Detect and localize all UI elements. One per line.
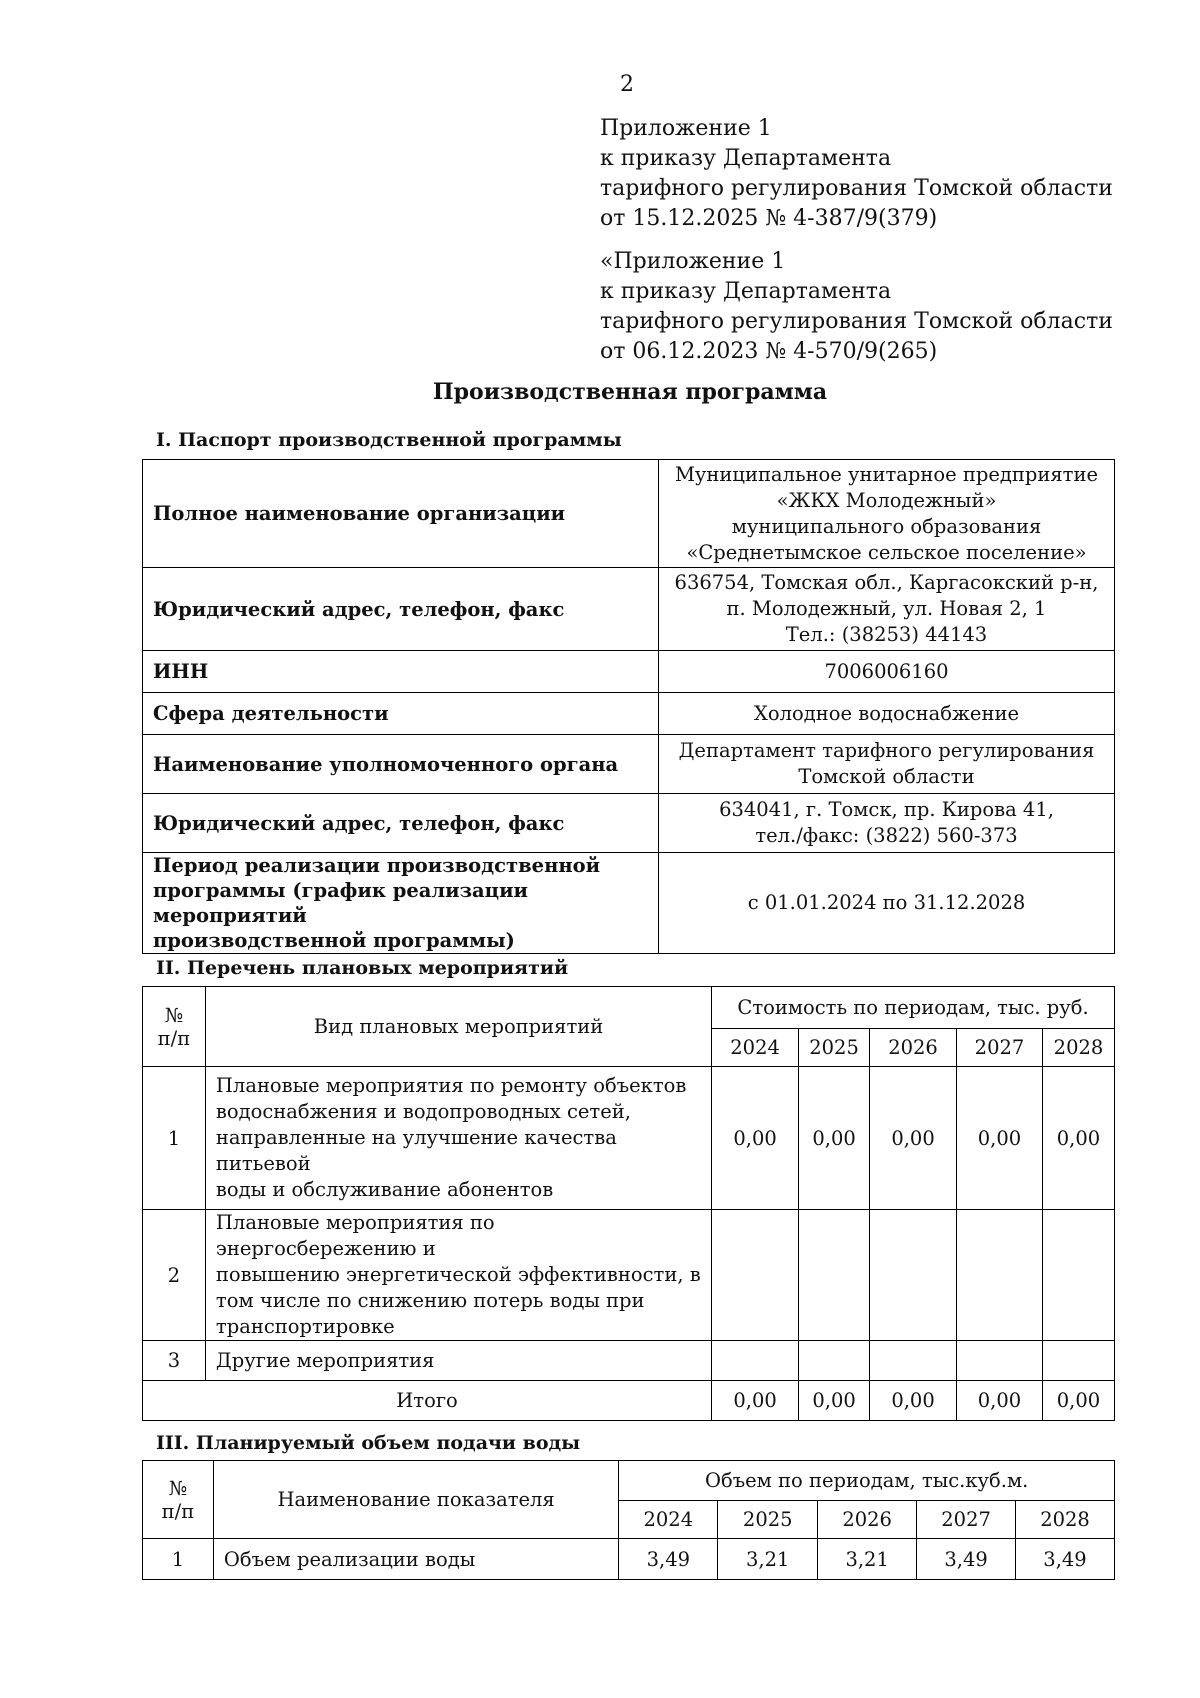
value-line: Муниципальное унитарное предприятие — [674, 462, 1099, 486]
section-3-heading: III. Планируемый объем подачи воды — [156, 1432, 581, 1454]
passport-value — [659, 735, 1115, 794]
desc-line: том числе по снижению потерь воды при — [215, 1289, 645, 1312]
col-number-header — [143, 987, 206, 1067]
appendix-line: Приложение 1 — [600, 116, 772, 141]
col-name-header: Наименование показателя — [213, 1461, 618, 1539]
header-row — [143, 987, 1115, 1029]
col-volume-header: Объем по периодам, тыс.куб.м. — [619, 1461, 1115, 1501]
label-line: программы (график реализации мероприятий — [153, 879, 529, 927]
cost-cell — [799, 1341, 870, 1381]
cost-cell — [712, 1210, 799, 1341]
col-type-header: Вид плановых мероприятий — [205, 987, 711, 1067]
passport-table — [142, 459, 1115, 954]
value-line: Департамент тарифного регулирования — [678, 739, 1095, 762]
appendix-line: от 06.12.2023 № 4-570/9(265) — [600, 339, 938, 364]
year-header: 2026 — [870, 1029, 957, 1067]
value-line: 636754, Томская обл., Каргасокский р-н, — [674, 571, 1099, 594]
desc-line: транспортировке — [215, 1315, 395, 1338]
total-cell: 0,00 — [799, 1381, 870, 1421]
cost-cell — [870, 1210, 957, 1341]
year-header: 2024 — [712, 1029, 799, 1067]
passport-row — [143, 853, 1115, 954]
cost-cell — [1042, 1210, 1114, 1341]
year-header: 2024 — [619, 1501, 718, 1539]
volume-cell: 3,49 — [917, 1539, 1016, 1580]
section-1-heading: I. Паспорт производственной программы — [156, 429, 622, 451]
cost-cell: 0,00 — [799, 1067, 870, 1210]
desc-line: Другие мероприятия — [215, 1348, 435, 1372]
value-line: муниципального образования — [731, 514, 1042, 538]
desc-line: Плановые мероприятия по энергосбережению и — [215, 1211, 495, 1260]
appendix-line: тарифного регулирования Томской области — [600, 176, 1113, 201]
table-row — [143, 1539, 1115, 1580]
cost-cell — [1042, 1341, 1114, 1381]
cost-cell — [957, 1341, 1043, 1381]
section-2-heading: II. Перечень плановых мероприятий — [156, 957, 569, 979]
value-line: п. Молодежный, ул. Новая 2, 1 — [726, 597, 1047, 620]
cost-cell: 0,00 — [870, 1067, 957, 1210]
volume-cell: 3,49 — [1016, 1539, 1115, 1580]
row-number: 2 — [143, 1210, 206, 1341]
passport-row — [143, 693, 1115, 735]
desc-line: повышению энергетической эффективности, в — [215, 1263, 701, 1286]
value-line: 634041, г. Томск, пр. Кирова 41, — [719, 798, 1054, 821]
passport-label: Юридический адрес, телефон, факс — [143, 794, 659, 853]
header-line: № — [168, 1476, 188, 1500]
total-cell: 0,00 — [712, 1381, 799, 1421]
col-number-header — [143, 1461, 214, 1539]
passport-value — [659, 853, 1115, 954]
passport-row — [143, 735, 1115, 794]
header-line: п/п — [157, 1026, 191, 1050]
passport-value — [659, 794, 1115, 853]
planned-measures-table — [142, 986, 1115, 1421]
appendix-line: от 15.12.2025 № 4-387/9(379) — [600, 206, 938, 231]
appendix-header — [600, 114, 1113, 234]
passport-label: Сфера деятельности — [143, 693, 659, 735]
desc-line: воды и обслуживание абонентов — [215, 1178, 554, 1201]
passport-row — [143, 651, 1115, 693]
value-line: Тел.: (38253) 44143 — [785, 623, 988, 646]
passport-label: Полное наименование организации — [143, 460, 659, 568]
passport-value — [659, 568, 1115, 651]
year-header: 2025 — [718, 1501, 818, 1539]
row-description — [205, 1067, 711, 1210]
year-header: 2028 — [1042, 1029, 1114, 1067]
row-description — [205, 1210, 711, 1341]
value-line: с 01.01.2024 по 31.12.2028 — [747, 891, 1026, 914]
appendix-line: к приказу Департамента — [600, 279, 892, 304]
passport-row — [143, 568, 1115, 651]
cost-cell — [799, 1210, 870, 1341]
document-title: Производственная программа — [432, 379, 828, 405]
value-line: Холодное водоснабжение — [754, 701, 1019, 725]
value-line: Томской области — [798, 765, 975, 788]
passport-row — [143, 460, 1115, 568]
total-cell: 0,00 — [1042, 1381, 1114, 1421]
passport-value — [659, 693, 1115, 735]
year-header: 2027 — [957, 1029, 1043, 1067]
appendix-line: тарифного регулирования Томской области — [600, 309, 1113, 334]
value-line: 7006006160 — [824, 659, 949, 683]
cost-cell: 0,00 — [1042, 1067, 1114, 1210]
total-cell: 0,00 — [870, 1381, 957, 1421]
table-row — [143, 1210, 1115, 1341]
header-row — [143, 1461, 1115, 1501]
table-row — [143, 1341, 1115, 1381]
cost-cell — [957, 1210, 1043, 1341]
cost-cell — [712, 1341, 799, 1381]
row-description — [205, 1341, 711, 1381]
value-line: «Среднетымское сельское поселение» — [686, 540, 1087, 564]
row-number: 3 — [143, 1341, 206, 1381]
volume-cell: 3,21 — [818, 1539, 917, 1580]
header-line: № — [164, 1003, 184, 1027]
passport-label — [143, 853, 659, 954]
passport-label: ИНН — [143, 651, 659, 693]
header-line: п/п — [161, 1499, 195, 1523]
cost-cell: 0,00 — [712, 1067, 799, 1210]
total-cell: 0,00 — [957, 1381, 1043, 1421]
page-number: 2 — [620, 72, 634, 97]
cost-cell — [870, 1341, 957, 1381]
passport-value — [659, 460, 1115, 568]
original-appendix-header — [600, 247, 1113, 367]
table-row — [143, 1067, 1115, 1210]
volume-cell: 3,49 — [619, 1539, 718, 1580]
cost-cell: 0,00 — [957, 1067, 1043, 1210]
passport-row — [143, 794, 1115, 853]
water-volume-table — [142, 1460, 1115, 1580]
year-header: 2026 — [818, 1501, 917, 1539]
appendix-line: «Приложение 1 — [600, 249, 786, 274]
appendix-line: к приказу Департамента — [600, 146, 892, 171]
year-header: 2027 — [917, 1501, 1016, 1539]
desc-line: водоснабжения и водопроводных сетей, — [215, 1100, 631, 1123]
col-cost-header: Стоимость по периодам, тыс. руб. — [712, 987, 1115, 1029]
year-header: 2025 — [799, 1029, 870, 1067]
row-number: 1 — [143, 1067, 206, 1210]
desc-line: Плановые мероприятия по ремонту объектов — [215, 1074, 687, 1097]
desc-line: направленные на улучшение качества питьевой — [215, 1126, 617, 1175]
value-line: «ЖКХ Молодежный» — [776, 488, 997, 512]
volume-cell: 3,21 — [718, 1539, 818, 1580]
label-line: Период реализации производственной — [153, 854, 601, 877]
passport-value — [659, 651, 1115, 693]
passport-label: Наименование уполномоченного органа — [143, 735, 659, 794]
row-name: Объем реализации воды — [213, 1539, 618, 1580]
total-row — [143, 1381, 1115, 1421]
total-label: Итого — [143, 1381, 712, 1421]
passport-label: Юридический адрес, телефон, факс — [143, 568, 659, 651]
row-number: 1 — [143, 1539, 214, 1580]
label-line: производственной программы) — [153, 929, 515, 952]
value-line: тел./факс: (3822) 560-373 — [755, 824, 1018, 847]
year-header: 2028 — [1016, 1501, 1115, 1539]
